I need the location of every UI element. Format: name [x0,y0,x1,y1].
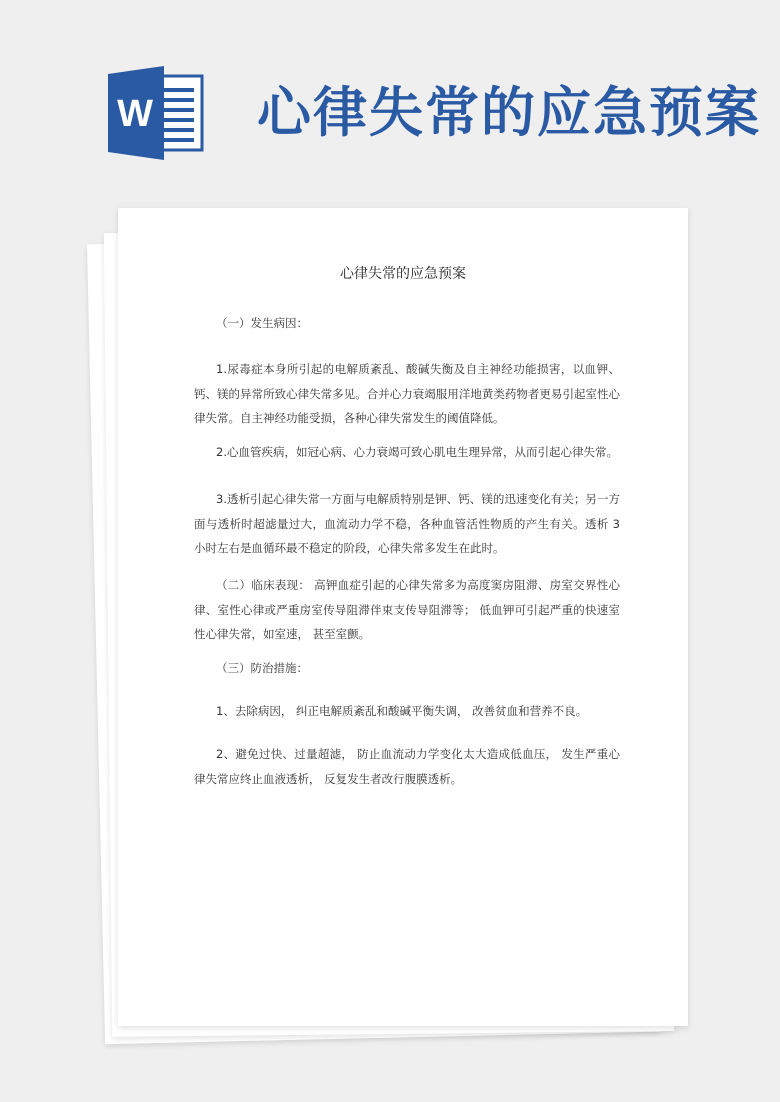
paragraph-prevention-2: 2、避免过快、过量超滤， 防止血流动力学变化太大造成低血压， 发生严重心律失常应终止血液透析， 反复发生者改行腹膜透析。 [194,747,620,786]
paragraph-prevention-1: 1、去除病因， 纠正电解质紊乱和酸碱平衡失调， 改善贫血和营养不良。 [216,704,588,718]
document-title: 心律失常的应急预案 [340,266,466,282]
banner [0,0,780,200]
section-heading-causes: （一）发生病因： [216,316,308,330]
paragraph-cause-2: 2.心血管疾病，如冠心病、心力衰竭可致心肌电生理异常，从而引起心律失常。 [216,445,618,459]
paragraph-clinical: （二）临床表现： 高钾血症引起的心律失常多为高度窦房阻滞、房室交界性心律、室性心律或严重房室传导阻滞伴束支传导阻滞等； 低血钾可引起严重的快速室性心律失常，如室速， 甚至室颤。 [194,578,620,641]
svg-text:W: W [117,93,153,135]
word-doc-icon [108,66,208,160]
section-heading-prevention: （三）防治措施： [216,661,308,675]
banner-title: 心律失常的应急预案 [257,80,761,144]
document-page [118,208,688,1026]
paragraph-cause-1: 1.尿毒症本身所引起的电解质紊乱、酸碱失衡及自主神经功能损害，以血钾、钙、镁的异常所致心律失常多见。合并心力衰竭服用洋地黄类药物者更易引起室性心律失常。自主神经功能受损，各种心律失常发生的阈值降低。 [194,362,620,425]
paragraph-cause-3: 3.透析引起心律失常一方面与电解质特别是钾、钙、镁的迅速变化有关；另一方面与透析时超滤量过大，血流动力学不稳，各种血管活性物质的产生有关。透析 3 小时左右是血循环最不稳定的阶段，心律失常多发生在此时。 [194,492,620,555]
